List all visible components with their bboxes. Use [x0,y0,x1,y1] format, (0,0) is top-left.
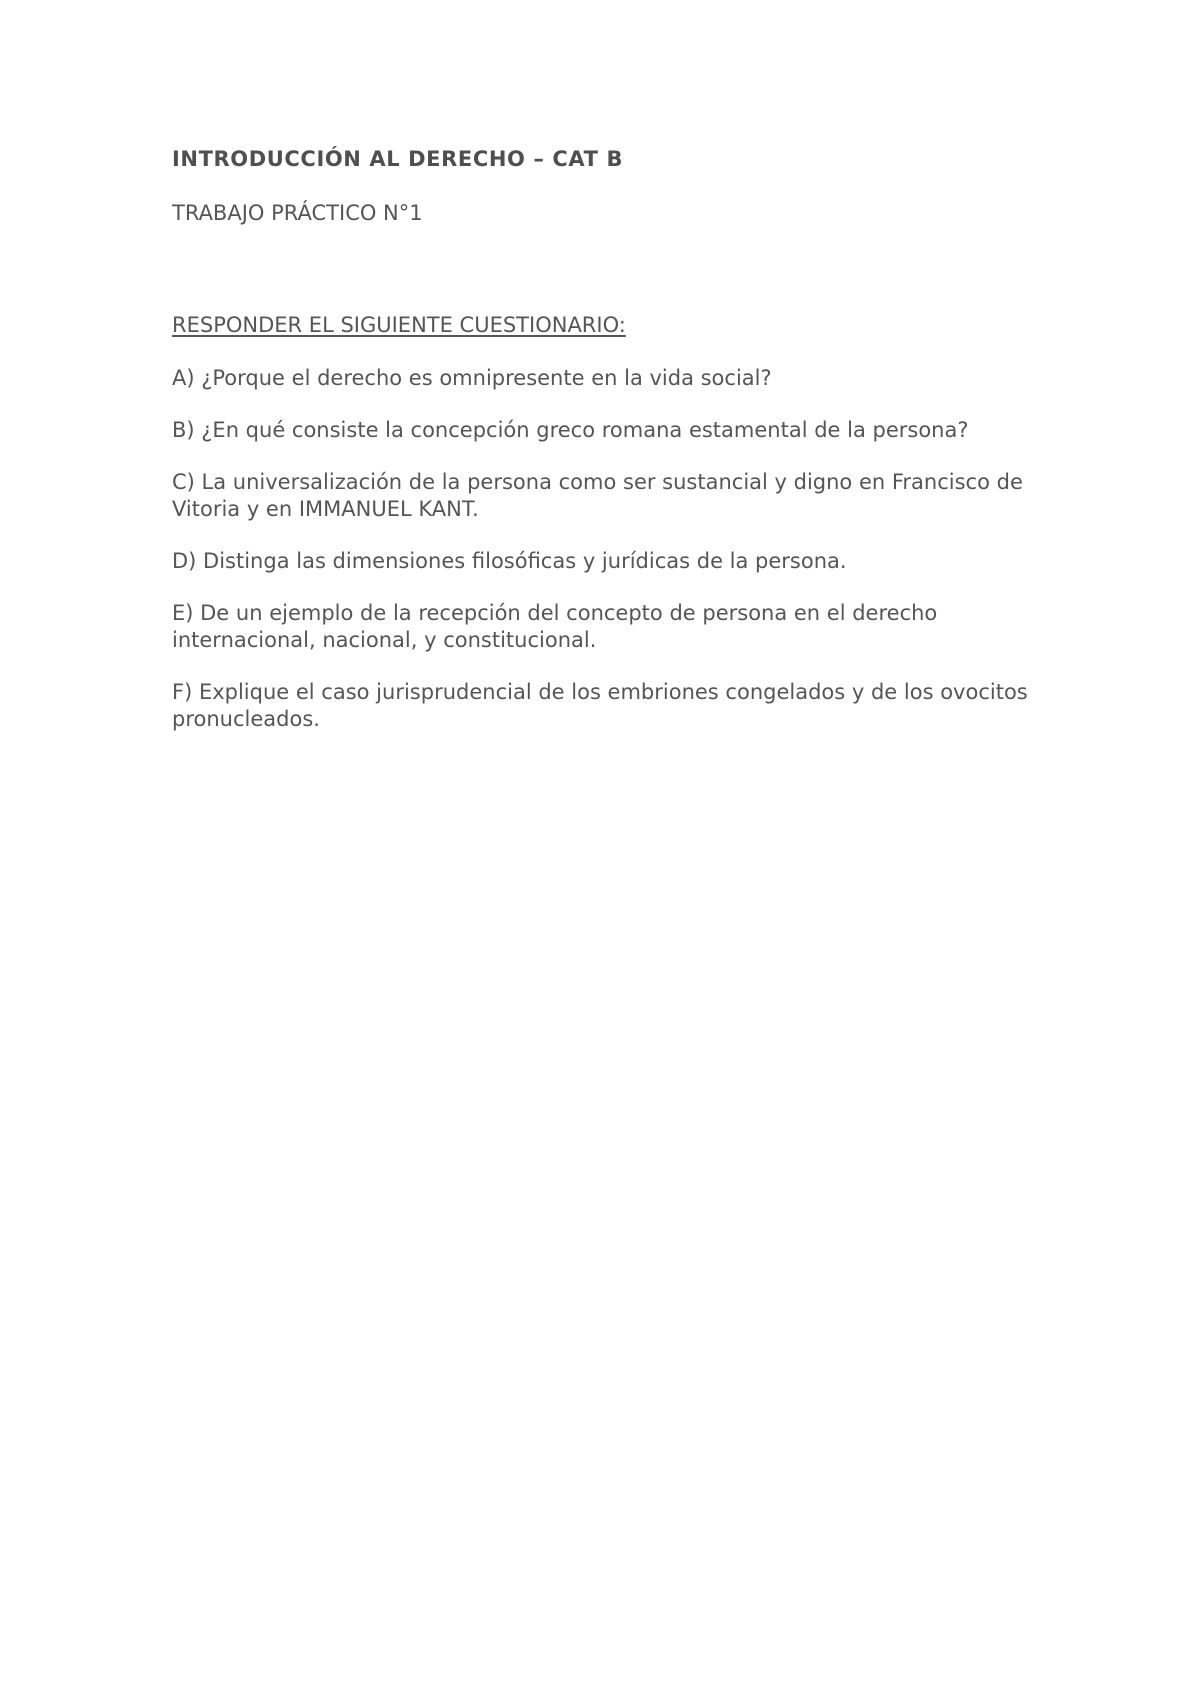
question-e: E) De un ejemplo de la recepción del concepto de persona en el derecho internacional, nacional, y constitucional. [172,601,938,652]
question-b: B) ¿En qué consiste la concepción greco romana estamental de la persona? [172,418,969,442]
question-list [172,365,1052,733]
question-c: C) La universalización de la persona como ser sustancial y digno en Francisco de Vitoria y en IMMANUEL KANT. [172,470,1023,521]
question-f: F) Explique el caso jurisprudencial de los embriones congelados y de los ovocitos pronucleados. [172,680,1028,731]
document-title: INTRODUCCIÓN AL DERECHO – CAT B [172,147,624,171]
document-content [172,144,1052,733]
questionnaire-instruction: RESPONDER EL SIGUIENTE CUESTIONARIO: [172,313,626,337]
question-d: D) Distinga las dimensiones filosóficas y jurídicas de la persona. [172,549,847,573]
question-a: A) ¿Porque el derecho es omnipresente en la vida social? [172,366,772,390]
document-subtitle: TRABAJO PRÁCTICO N°1 [172,201,423,225]
